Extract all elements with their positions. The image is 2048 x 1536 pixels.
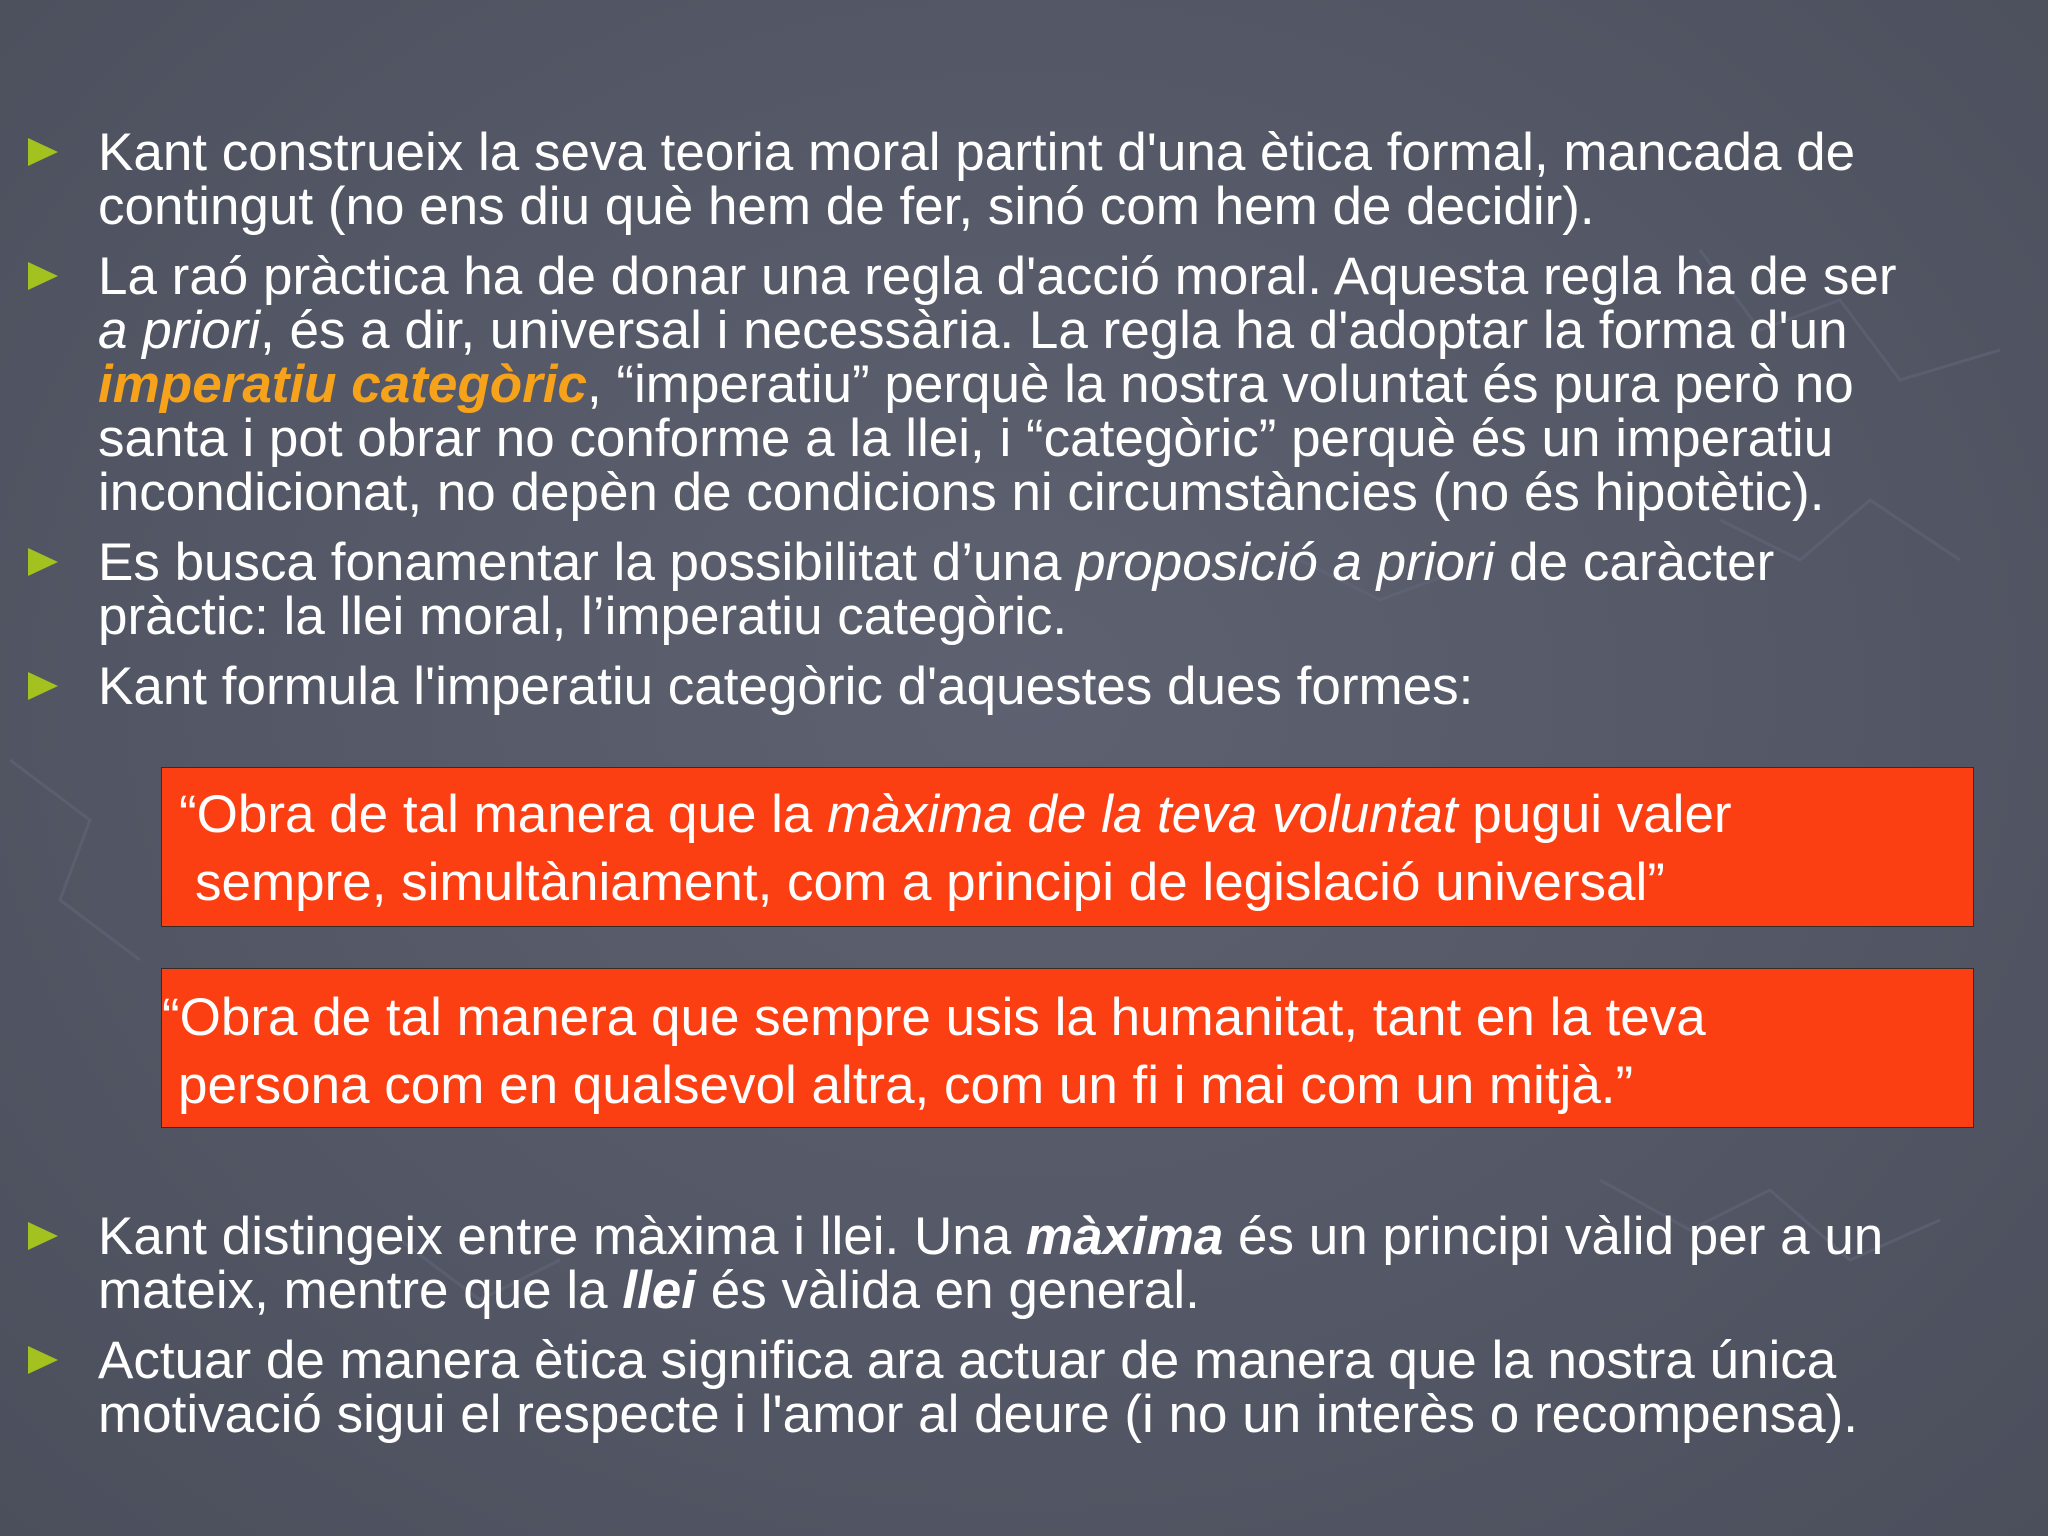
bullet-text — [98, 1207, 2043, 1320]
quote-line-text: “Obra de tal manera que la — [179, 785, 828, 844]
bullet-line — [98, 355, 2043, 414]
bullet-line-text: és un principi vàlid per a un — [1223, 1207, 1884, 1266]
triangle-right-icon — [28, 548, 58, 576]
quote-text — [162, 984, 1706, 1120]
triangle-right-icon — [28, 1222, 58, 1250]
bullet-text: Actuar de manera ètica significa ara actuar de manera que la nostra única motivació sigui el respecte i l'amor al deure (i no un interès o recompensa). — [98, 1331, 1858, 1444]
quote-line: “Obra de tal manera que sempre usis la humanitat, tant en la teva — [162, 988, 1706, 1047]
bullet-line — [98, 533, 2043, 592]
italic-term: proposició a priori — [1076, 533, 1495, 592]
bullet-line-text: és vàlida en general. — [696, 1261, 1200, 1320]
bullet-line: pràctic: la llei moral, l’imperatiu categòric. — [98, 587, 1068, 646]
triangle-right-icon — [28, 138, 58, 166]
bold-italic-term: màxima — [1025, 1207, 1224, 1266]
bullet-line: incondicionat, no depèn de condicions ni circumstàncies (no és hipotètic). — [98, 463, 1825, 522]
bullet-text — [98, 533, 2043, 646]
quote-line: persona com en qualsevol altra, com un fi i mai com un mitjà.” — [178, 1056, 1634, 1115]
bullet-line — [98, 1207, 2043, 1266]
bullet-line-text: Es busca fonamentar la possibilitat d’una — [98, 533, 1077, 592]
bullet-line-text: , és a dir, universal i necessària. La regla ha d'adoptar la forma d'un — [260, 301, 1848, 360]
quote-text — [179, 781, 1732, 917]
quote-line: sempre, simultàniament, com a principi de legislació universal” — [195, 853, 1665, 912]
bullet-line-text: de caràcter — [1494, 533, 1775, 592]
quote-box — [161, 968, 1974, 1128]
quote-line — [179, 781, 1732, 849]
bullet-line-text: mateix, mentre que la — [98, 1261, 623, 1320]
bullet-line-text: , “imperatiu” perquè la nostra voluntat és pura però no — [586, 355, 1854, 414]
triangle-right-icon — [28, 672, 58, 700]
bullet-text — [98, 247, 2043, 522]
bold-italic-term: llei — [622, 1261, 697, 1320]
quote-line-text: pugui valer — [1457, 785, 1732, 844]
triangle-right-icon — [28, 1346, 58, 1374]
bullet-text: Kant formula l'imperatiu categòric d'aquestes dues formes: — [98, 657, 1474, 716]
bullet-line — [98, 301, 2043, 360]
bullet-line — [98, 1261, 2043, 1320]
bullet-line-text: Kant distingeix entre màxima i llei. Una — [98, 1207, 1026, 1266]
bullet-line: La raó pràctica ha de donar una regla d'acció moral. Aquesta regla ha de ser — [98, 247, 1897, 306]
bullet-line: santa i pot obrar no conforme a la llei, i “categòric” perquè és un imperatiu — [98, 409, 1834, 468]
bullet-text: Kant construeix la seva teoria moral partint d'una ètica formal, mancada de contingut (no ens diu què hem de fer, sinó com hem de decidir). — [98, 123, 1856, 236]
quote-box — [161, 767, 1974, 927]
triangle-right-icon — [28, 262, 58, 290]
italic-term: a priori — [98, 301, 261, 360]
highlight-term: imperatiu categòric — [98, 355, 587, 414]
italic-term: màxima de la teva voluntat — [827, 785, 1458, 844]
